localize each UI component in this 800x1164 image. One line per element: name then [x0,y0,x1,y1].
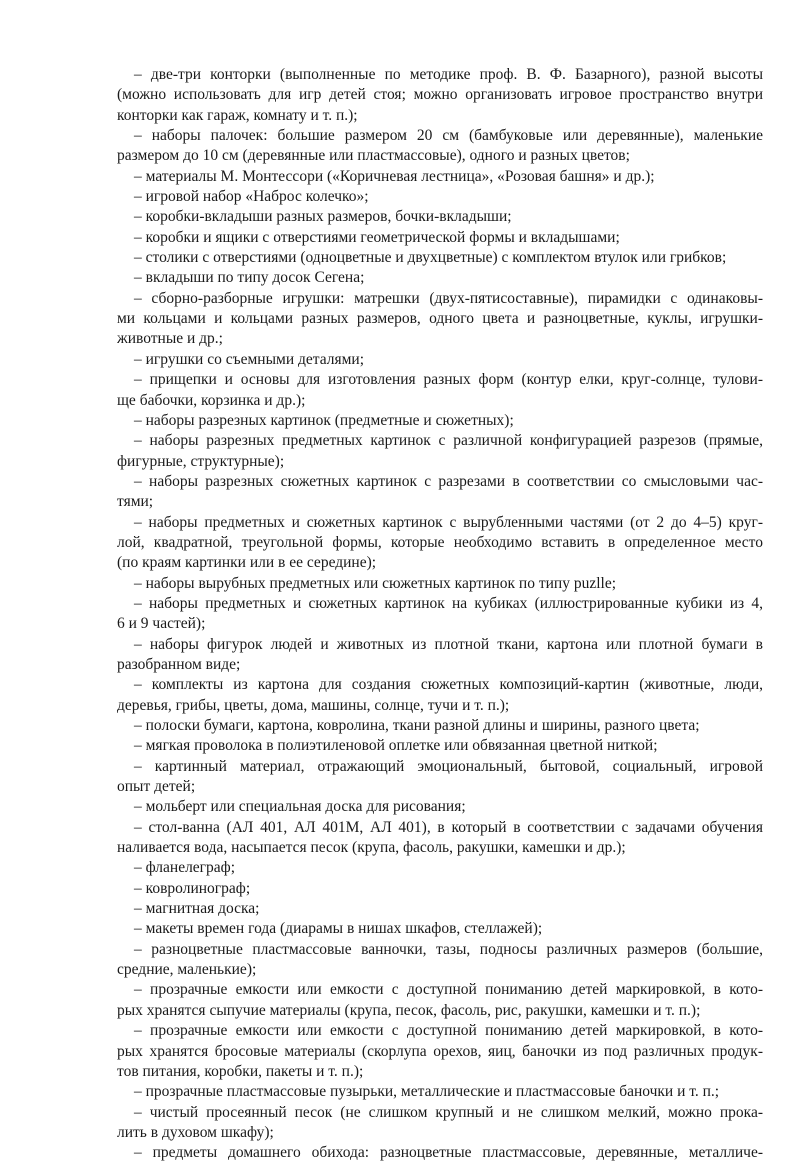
text-line: – наборы палочек: большие размером 20 см (бамбуковые или деревянные), маленькие [134,127,763,145]
text-line: – наборы предметных и сюжетных картинок на кубиках (иллюстрированные кубики из 4, [134,594,763,612]
text-line: – разноцветные пластмассовые ванночки, тазы, подносы различных размеров (большие, [134,940,763,958]
text-line: – предметы домашнего обихода: разноцветные пластмассовые, деревянные, металличе- [134,1144,763,1162]
text-line: – прозрачные пластмассовые пузырьки, металлические и пластмассовые баночки и т. п.; [134,1083,720,1101]
text-line: – мягкая проволока в полиэтиленовой оплетке или обвязанная цветной ниткой; [134,737,658,755]
document-page [117,65,763,1164]
text-line: (можно использовать для игр детей стоя; можно организовать игровое пространство внутри [117,86,763,104]
text-line: – наборы фигурок людей и животных из плотной ткани, картона или плотной бумаги в [134,635,763,653]
text-line: опыт детей; [117,778,196,796]
text-line: деревья, грибы, цветы, дома, машины, солнце, тучи и т. п.); [117,696,510,714]
text-line: – прозрачные емкости или емкости с доступной пониманию детей маркировкой, в кото- [134,981,763,999]
text-line: рых хранятся сыпучие материалы (крупа, песок, фасоль, рис, ракушки, камешки и т. п.); [117,1001,701,1019]
text-line: – макеты времен года (диарамы в нишах шкафов, стеллажей); [134,920,543,938]
text-line: – коробки-вкладыши разных размеров, бочки-вкладыши; [134,208,512,226]
text-line: – прозрачные емкости или емкости с доступной пониманию детей маркировкой, в кото- [134,1022,763,1040]
text-line: – наборы разрезных сюжетных картинок с разрезами в соответствии со смысловыми час- [134,472,763,490]
text-line: – наборы разрезных картинок (предметные и сюжетных); [134,411,514,429]
text-line: конторки как гараж, комнату и т. п.); [117,106,358,124]
text-line: – сборно-разборные игрушки: матрешки (двух-пятисоставные), пирамидки с одинаковы- [134,289,763,307]
text-line: 6 и 9 частей); [117,615,206,633]
text-line: – полоски бумаги, картона, ковролина, ткани разной длины и ширины, разного цвета; [134,717,700,734]
text-line: животные и др.; [117,330,223,348]
text-line: – материалы М. Монтессори («Коричневая лестница», «Розовая башня» и др.); [134,167,655,185]
text-line: – комплекты из картона для создания сюжетных композиций-картин (животные, люди, [134,676,763,694]
text-line: – две-три конторки (выполненные по методике проф. В. Ф. Базарного), разной высоты [134,66,763,83]
text-line: лой, квадратной, треугольной формы, которые необходимо вставить в определенное место [117,533,763,551]
text-line: – стол-ванна (АЛ 401, АЛ 401М, АЛ 401), в который в соответствии с задачами обучения [134,818,763,836]
text-line: наливается вода, насыпается песок (крупа, фасоль, ракушки, камешки и др.); [117,839,626,857]
text-line: – мольберт или специальная доска для рисования; [134,798,466,816]
text-line: – прищепки и основы для изготовления разных форм (контур елки, круг-солнце, тулови- [134,371,763,389]
text-line: – наборы разрезных предметных картинок с различной конфигурацией разрезов (прямые, [134,432,763,450]
text-line: – фланелеграф; [134,859,236,877]
text-line: – столики с отверстиями (одноцветные и двухцветные) с комплектом втулок или грибков; [134,249,727,267]
text-line: – наборы вырубных предметных или сюжетных картинок по типу puzlle; [134,574,617,592]
text-line: – вкладыши по типу досок Сегена; [134,269,365,287]
text-line: рых хранятся бросовые материалы (скорлупа орехов, яиц, баночки из под различных продук- [117,1042,763,1060]
text-line: – наборы предметных и сюжетных картинок с вырубленными частями (от 2 до 4–5) круг- [134,513,763,531]
text-line: – чистый просеянный песок (не слишком крупный и не слишком мелкий, можно прока- [134,1103,763,1121]
text-line: средние, маленькие); [117,961,257,979]
text-line: фигурные, структурные); [117,452,285,470]
text-line: размером до 10 см (деревянные или пластмассовые), одного и разных цветов; [117,147,630,165]
text-line: – игровой набор «Наброс колечко»; [134,188,369,206]
text-line: тями; [117,493,154,511]
text-line: – картинный материал, отражающий эмоциональный, бытовой, социальный, игровой [134,757,763,775]
text-line: – коробки и ящики с отверстиями геометрической формы и вкладышами; [134,228,620,246]
text-line: – игрушки со съемными деталями; [134,350,365,368]
text-line: разобранном виде; [117,655,241,673]
text-line: – ковролинограф; [134,879,251,897]
text-line: лить в духовом шкафу); [117,1123,274,1141]
text-line: тов питания, коробки, пакеты и т. п.); [117,1062,364,1080]
text-line: (по краям картинки или в ее середине); [117,554,377,572]
text-line: ще бабочки, корзинка и др.); [117,391,306,409]
text-line: – магнитная доска; [134,900,260,918]
text-line: ми кольцами и кольцами разных размеров, одного цвета и разноцветные, куклы, игрушки- [117,310,763,328]
